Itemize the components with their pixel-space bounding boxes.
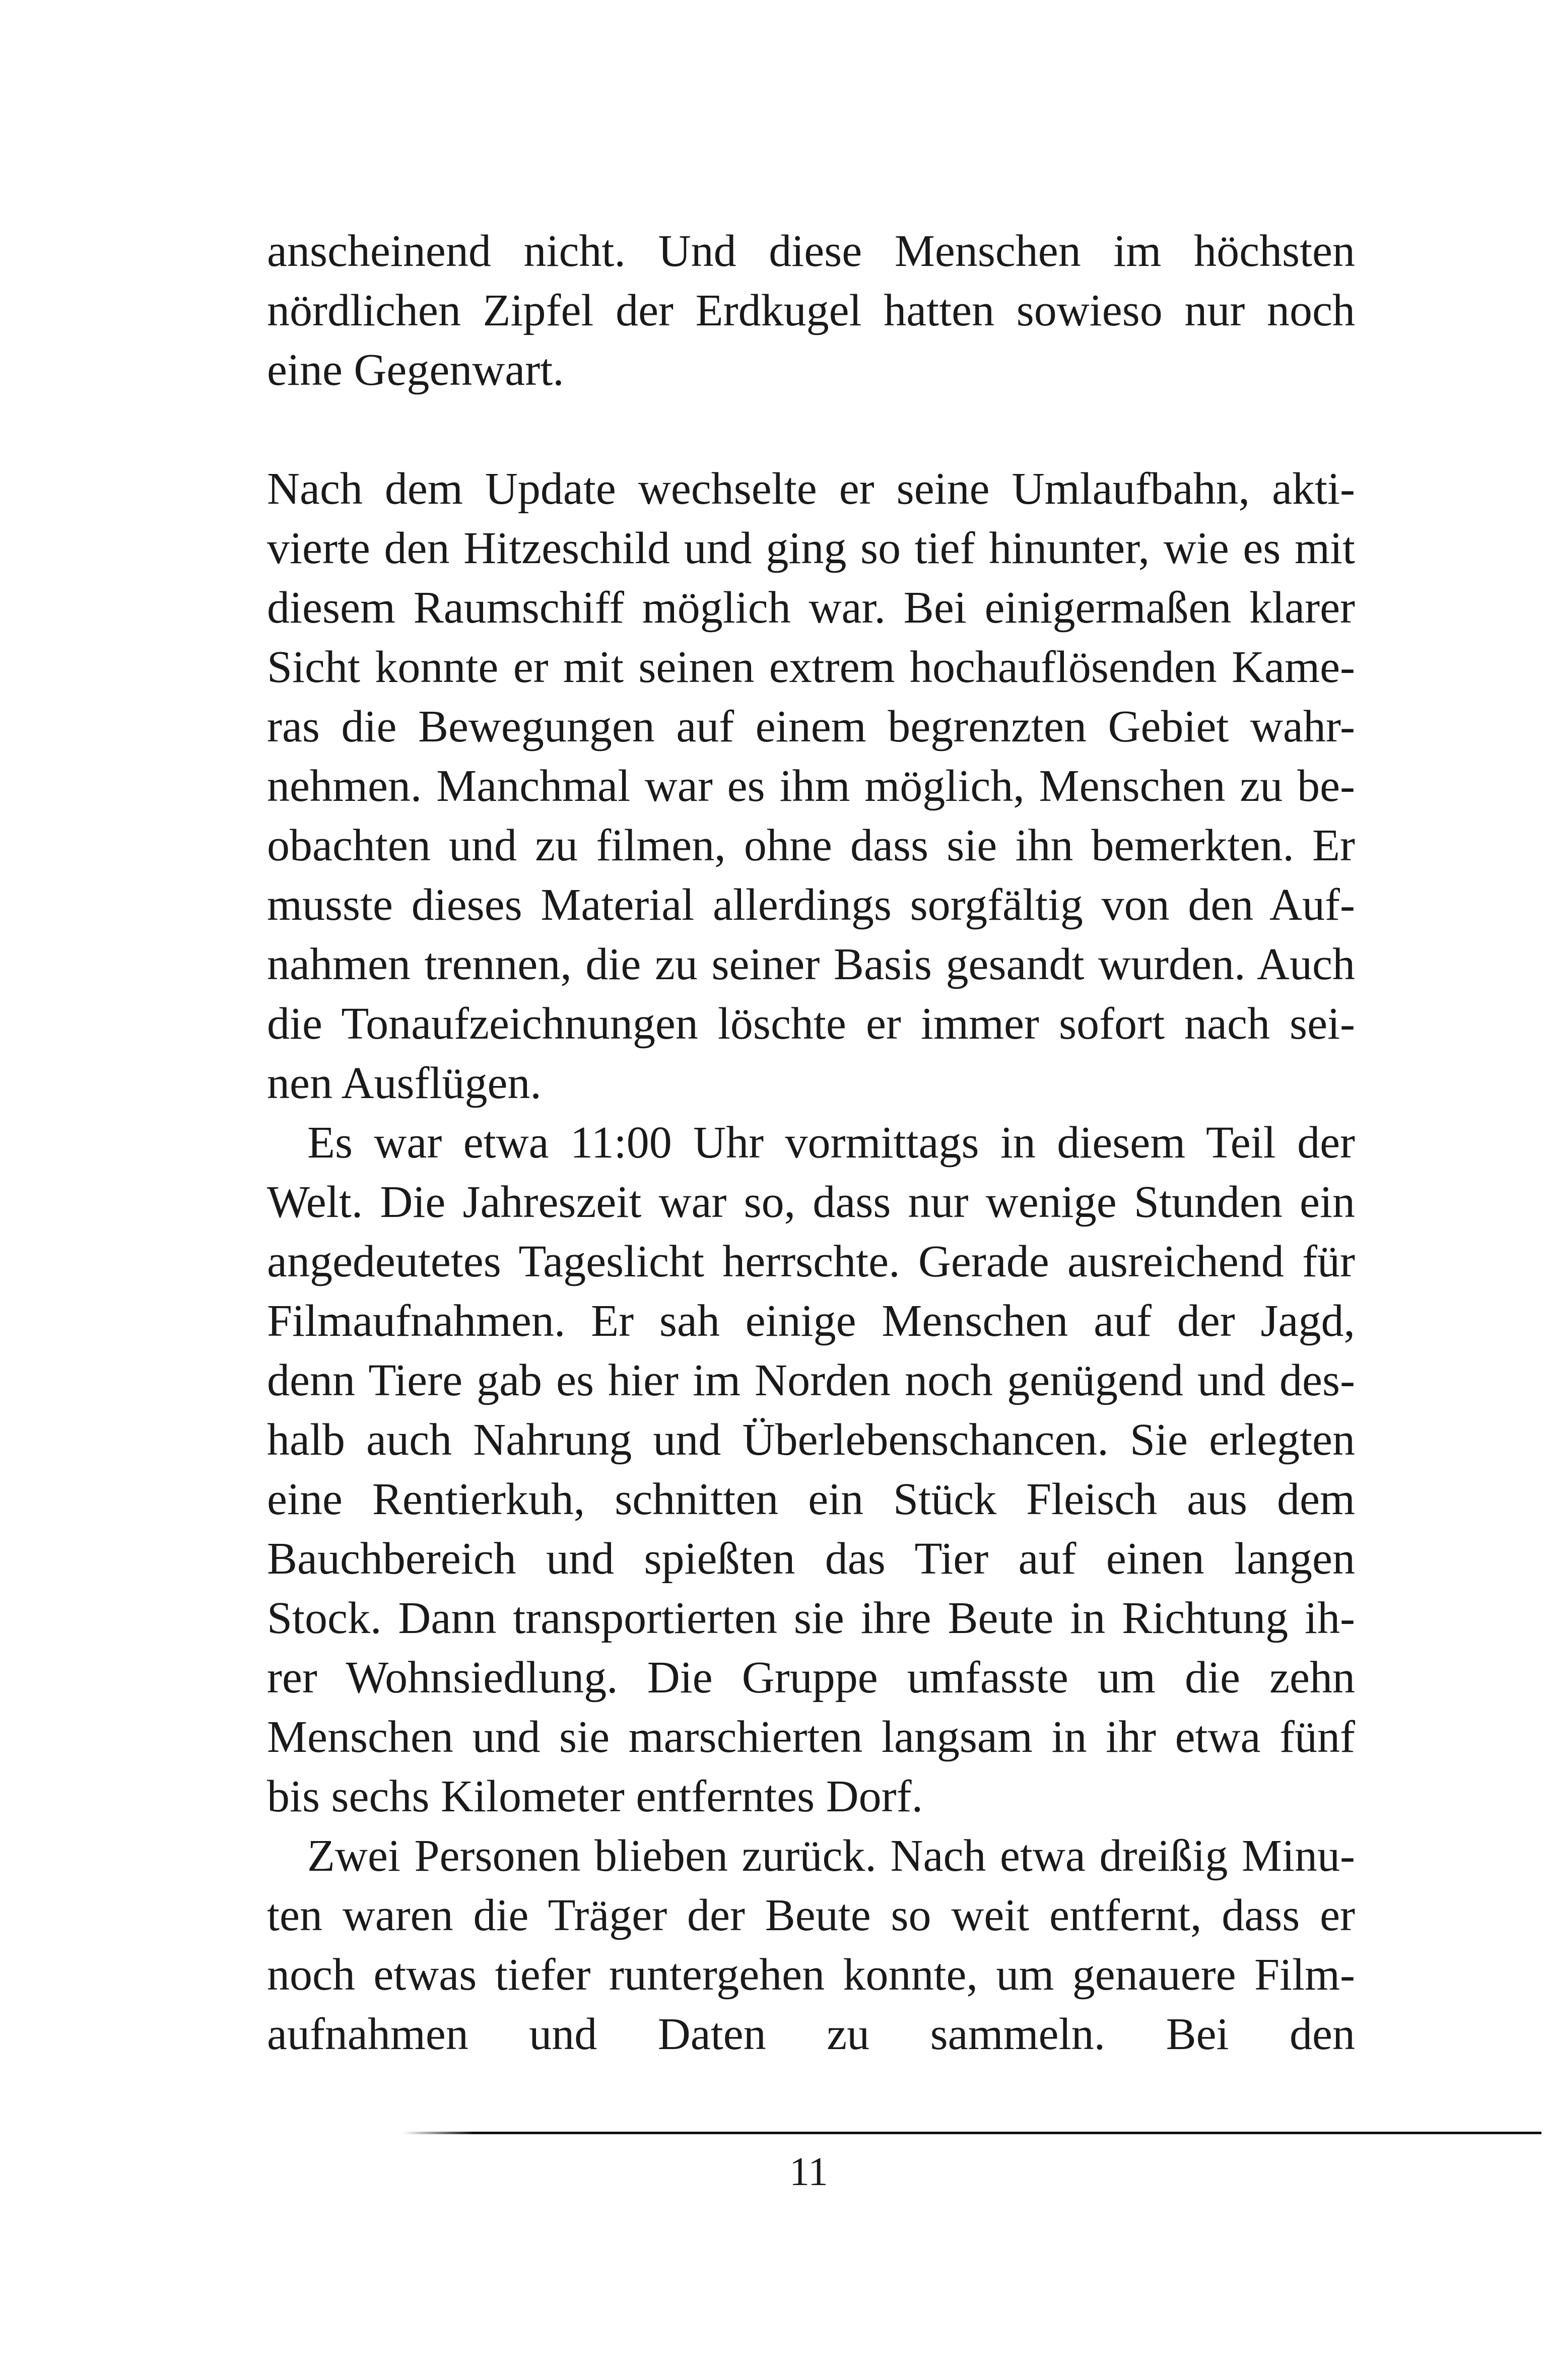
paragraph-1	[267, 222, 1355, 400]
text-line: Filmaufnahmen. Er sah einige Menschen auf der Jagd,	[267, 1296, 1355, 1346]
text-line: Zwei Personen blieben zurück. Nach etwa dreißig Minu-	[307, 1831, 1355, 1881]
paragraph-gap	[267, 400, 1355, 459]
text-line: ten waren die Träger der Beute so weit entfernt, dass er	[267, 1890, 1355, 1940]
text-line: rer Wohnsiedlung. Die Gruppe umfasste um die zehn	[267, 1653, 1355, 1703]
paragraph-4	[267, 1826, 1355, 2064]
text-line: nahmen trennen, die zu seiner Basis gesandt wurden. Auch	[267, 939, 1355, 989]
text-line: Bauchbereich und spießten das Tier auf einen langen	[267, 1534, 1355, 1584]
text-line: nen Ausflügen.	[267, 1058, 542, 1108]
body-text	[267, 222, 1355, 2064]
text-line: eine Gegenwart.	[267, 345, 564, 395]
text-line: angedeutetes Tageslicht herrschte. Gerade ausreichend für	[267, 1237, 1355, 1286]
page-number: 11	[789, 2150, 829, 2194]
text-line: aufnahmen und Daten zu sammeln. Bei den	[267, 2009, 1355, 2059]
text-line: Stock. Dann transportierten sie ihre Beute in Richtung ih-	[267, 1593, 1355, 1643]
text-line: nördlichen Zipfel der Erdkugel hatten sowieso nur noch	[267, 286, 1355, 335]
text-line: nehmen. Manchmal war es ihm möglich, Menschen zu be-	[267, 761, 1355, 811]
text-line: Es war etwa 11:00 Uhr vormittags in diesem Teil der	[307, 1118, 1355, 1168]
text-line: halb auch Nahrung und Überlebenschancen. Sie erlegten	[267, 1415, 1355, 1465]
text-line: anscheinend nicht. Und diese Menschen im höchsten	[267, 226, 1355, 276]
text-line: obachten und zu filmen, ohne dass sie ihn bemerkten. Er	[267, 821, 1355, 870]
text-line: vierte den Hitzeschild und ging so tief hinunter, wie es mit	[267, 523, 1355, 573]
text-line: ras die Bewegungen auf einem begrenzten Gebiet wahr-	[267, 702, 1355, 752]
footer-rule	[403, 2132, 1541, 2134]
text-line: bis sechs Kilometer entferntes Dorf.	[267, 1772, 923, 1821]
text-line: Nach dem Update wechselte er seine Umlaufbahn, akti-	[267, 464, 1355, 514]
text-line: die Tonaufzeichnungen löschte er immer sofort nach sei-	[267, 999, 1355, 1049]
paragraph-3	[267, 1113, 1355, 1826]
text-line: Sicht konnte er mit seinen extrem hochauflösenden Kame-	[267, 642, 1355, 692]
text-line: Menschen und sie marschierten langsam in ihr etwa fünf	[267, 1712, 1355, 1762]
paragraph-2	[267, 459, 1355, 1113]
text-line: diesem Raumschiff möglich war. Bei einigermaßen klarer	[267, 583, 1355, 633]
text-line: musste dieses Material allerdings sorgfältig von den Auf-	[267, 880, 1355, 930]
text-line: noch etwas tiefer runtergehen konnte, um genauere Film-	[267, 1950, 1355, 2000]
text-line: denn Tiere gab es hier im Norden noch genügend und des-	[267, 1355, 1355, 1405]
text-line: eine Rentierkuh, schnitten ein Stück Fleisch aus dem	[267, 1474, 1355, 1524]
text-line: Welt. Die Jahreszeit war so, dass nur wenige Stunden ein	[267, 1177, 1355, 1227]
